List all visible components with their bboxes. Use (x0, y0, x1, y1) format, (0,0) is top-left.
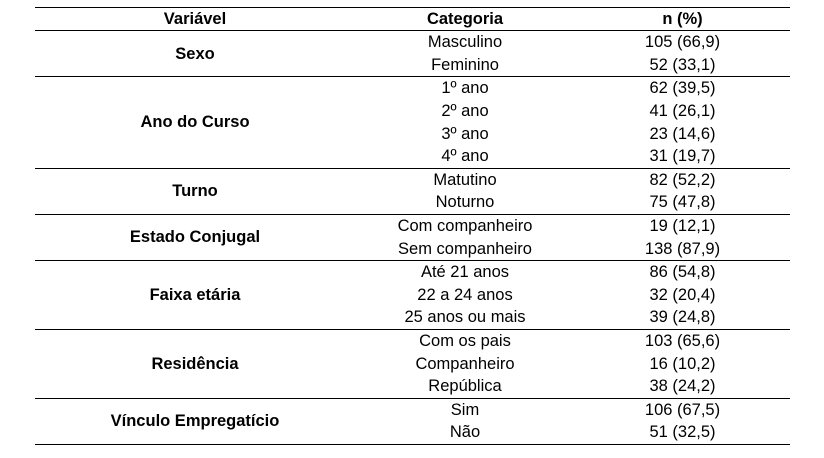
value-cell: 82 (52,2) (649, 170, 716, 189)
value-cell: 23 (14,6) (649, 124, 716, 143)
value-cell: 62 (39,5) (649, 79, 716, 98)
category-cell: Não (355, 421, 575, 444)
category-cell: 25 anos ou mais (355, 306, 575, 329)
table-row (35, 260, 790, 283)
category-cell: Companheiro (415, 354, 515, 373)
value-cell: 39 (24,8) (575, 306, 790, 329)
value-cell: 16 (10,2) (649, 354, 716, 373)
value-cell: 51 (32,5) (575, 421, 790, 444)
category-cell: Noturno (355, 191, 575, 214)
category-cell: 22 a 24 anos (417, 285, 513, 304)
data-table-container (35, 7, 790, 445)
variable-cell: Ano do Curso (35, 77, 355, 168)
value-cell: 75 (47,8) (575, 191, 790, 214)
table-row (35, 77, 790, 100)
category-cell: Até 21 anos (420, 263, 510, 282)
value-cell: 138 (87,9) (575, 237, 790, 260)
variable-cell: Estado Conjugal (35, 214, 355, 260)
table-row (35, 329, 790, 352)
category-cell: Com companheiro (397, 217, 533, 236)
data-table (35, 7, 790, 445)
category-cell: Com os pais (419, 332, 511, 351)
header-category: Categoria (355, 8, 575, 31)
table-row (35, 214, 790, 237)
header-n: n (%) (575, 8, 790, 31)
category-cell: Sem companheiro (355, 237, 575, 260)
value-cell: 106 (67,5) (644, 400, 721, 419)
category-cell: Feminino (355, 54, 575, 77)
header-variable: Variável (35, 8, 355, 31)
variable-cell: Vínculo Empregatício (35, 398, 355, 444)
value-cell: 19 (12,1) (649, 217, 716, 236)
category-cell: Masculino (427, 33, 503, 52)
table-header-row (35, 8, 790, 31)
value-cell: 86 (54,8) (649, 263, 716, 282)
category-cell: 3º ano (441, 124, 489, 143)
value-cell: 38 (24,2) (575, 375, 790, 398)
variable-cell: Sexo (35, 31, 355, 77)
value-cell: 32 (20,4) (649, 285, 716, 304)
value-cell: 52 (33,1) (575, 54, 790, 77)
category-cell: Matutino (433, 170, 497, 189)
variable-cell: Turno (35, 168, 355, 214)
table-row (35, 31, 790, 54)
variable-cell: Residência (35, 329, 355, 398)
value-cell: 41 (26,1) (649, 102, 716, 121)
value-cell: 31 (19,7) (575, 145, 790, 168)
table-row (35, 398, 790, 421)
category-cell: 1º ano (441, 79, 489, 98)
value-cell: 105 (66,9) (644, 33, 721, 52)
variable-cell: Faixa etária (35, 260, 355, 329)
category-cell: 4º ano (355, 145, 575, 168)
category-cell: República (355, 375, 575, 398)
table-body (35, 31, 790, 445)
value-cell: 103 (65,6) (644, 332, 721, 351)
category-cell: 2º ano (441, 102, 489, 121)
table-row (35, 168, 790, 191)
category-cell: Sim (450, 400, 480, 419)
